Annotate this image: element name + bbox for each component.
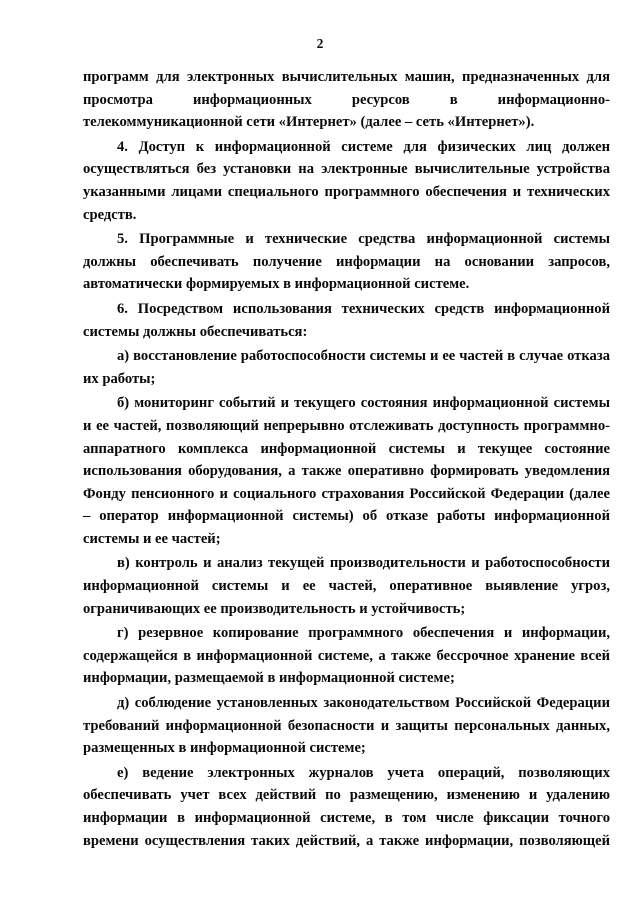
- paragraph-item-6: 6. Посредством использования технических средств информационной системы должны обеспечиваться:: [83, 300, 610, 340]
- subitem-d: д) соблюдение установленных законодательством Российской Федерации требований информационной безопасности и защиты персональных данных, размещенных в информационной системе;: [83, 695, 610, 757]
- subitem-b: б) мониторинг событий и текущего состояния информационной системы и ее частей, позволяющий непрерывно отслеживать доступность программно-аппаратного комплекса информационной системы и текущее состояние использования оборудования, а также оперативно формировать уведомления Фонду пенсионного и социального страхования Российской Федерации (далее – оператор информационной системы) об отказе работы информационной системы и ее частей;: [83, 395, 610, 547]
- paragraph-continuation: программ для электронных вычислительных машин, предназначенных для просмотра информационных ресурсов в информационно-телекоммуникационной сети «Интернет» (далее – сеть «Интернет»).: [83, 69, 610, 131]
- subitem-a: а) восстановление работоспособности системы и ее частей в случае отказа их работы;: [83, 348, 610, 387]
- paragraph-item-4: 4. Доступ к информационной системе для физических лиц должен осуществляться без установки на электронные вычислительные устройства указанными лицами специального программного обеспечения и технических средств.: [83, 138, 610, 223]
- page-number: 2: [316, 36, 324, 51]
- subitem-e: е) ведение электронных журналов учета операций, позволяющих обеспечивать учет всех действий по размещению, изменению и удалению информации в информационной системе, в том числе фиксации точного времени осуществления таких действий, а также информации, позволяющей: [83, 764, 610, 849]
- subitem-v: в) контроль и анализ текущей производительности и работоспособности информационной системы и ее частей, оперативное выявление угроз, ограничивающих ее производительность и устойчивость;: [83, 555, 610, 617]
- document-body: [83, 66, 610, 854]
- paragraph-item-5: 5. Программные и технические средства информационной системы должны обеспечивать получение информации на основании запросов, автоматически формируемых в информационной системе.: [83, 231, 610, 293]
- subitem-g: г) резервное копирование программного обеспечения и информации, содержащейся в информационной системе, а также бессрочное хранение всей информации, размещаемой в информационной системе;: [83, 625, 610, 687]
